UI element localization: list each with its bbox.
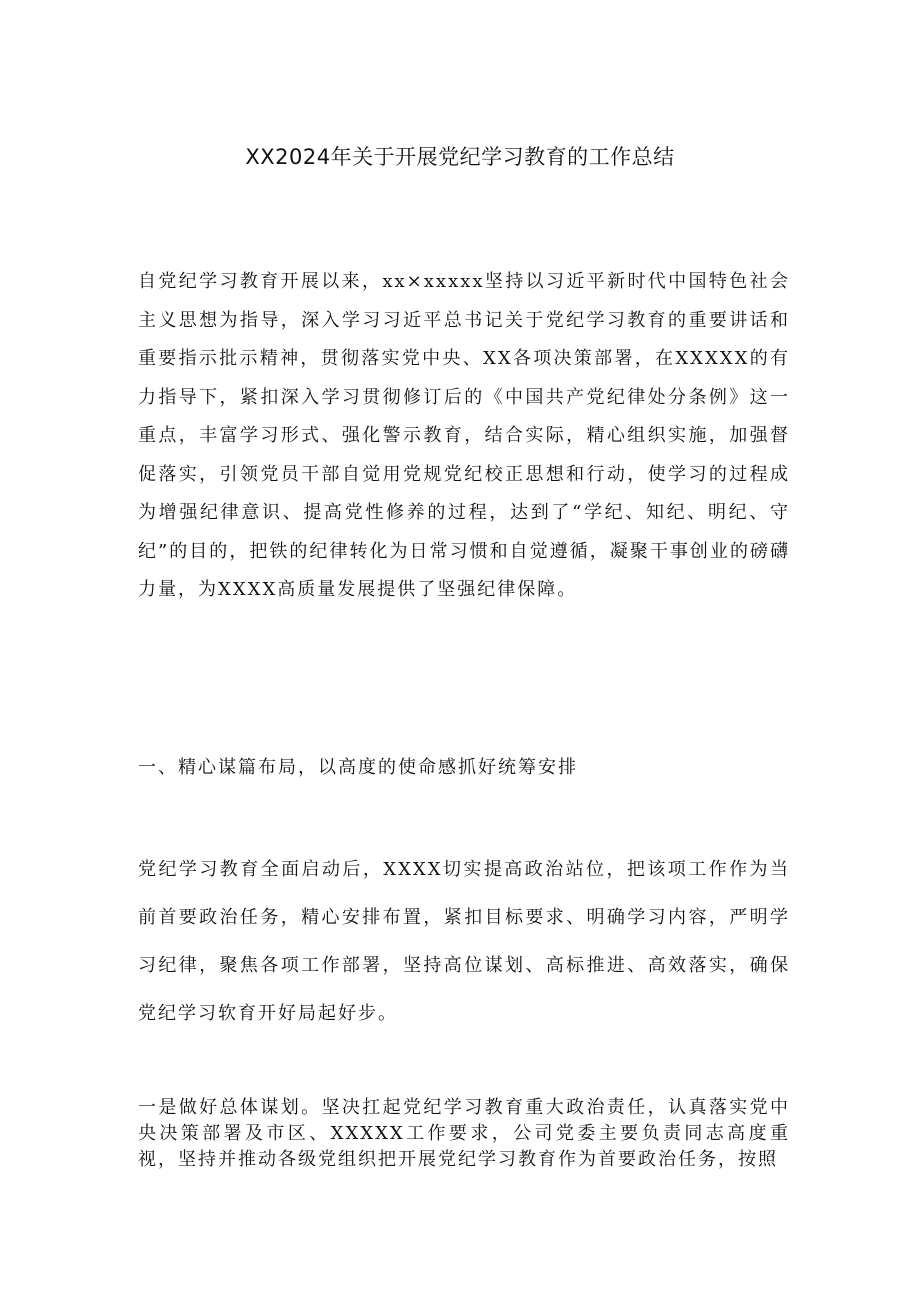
section-paragraph: 党纪学习教育全面启动后，XXXX切实提高政治站位，把该项工作作为当前首要政治任务，精心安排布置，紧扣目标要求、明确学习内容，严明学习纪律，聚焦各项工作部署，坚持高位谋划、高标推进、高效落实，确保党纪学习软育开好局起好步。 <box>138 859 790 1024</box>
detail-paragraph: 一是做好总体谋划。坚决扛起党纪学习教育重大政治责任，认真落实党中央决策部署及市区、XXXXX工作要求，公司党委主要负责同志高度重视，坚持并推动各级党组织把开展党纪学习教育作为首要政治任务，按照 <box>138 1097 790 1170</box>
intro-paragraph: 自党纪学习教育开展以来，xx×xxxxx坚持以习近平新时代中国特色社会主义思想为指导，深入学习习近平总书记关于党纪学习教育的重要讲话和重要指示批示精神，贯彻落实党中央、XX各项决策部署，在XXXXX的有力指导下，紧扣深入学习贯彻修订后的《中国共产党纪律处分条例》这一重点，丰富学习形式、强化警示教育，结合实际，精心组织实施，加强督促落实，引领党员干部自觉用党规党纪校正思想和行动，使学习的过程成为增强纪律意识、提高党性修养的过程，达到了“学纪、知纪、明纪、守纪”的目的，把铁的纪律转化为日常习惯和自觉遵循，凝聚干事创业的磅礴力量，为XXXX高质量发展提供了坚强纪律保障。 <box>138 271 790 600</box>
document-title: XX2024年关于开展党纪学习教育的工作总结 <box>245 145 675 169</box>
section-heading: 一、精心谋篇布局，以高度的使命感抓好统筹安排 <box>138 757 578 778</box>
